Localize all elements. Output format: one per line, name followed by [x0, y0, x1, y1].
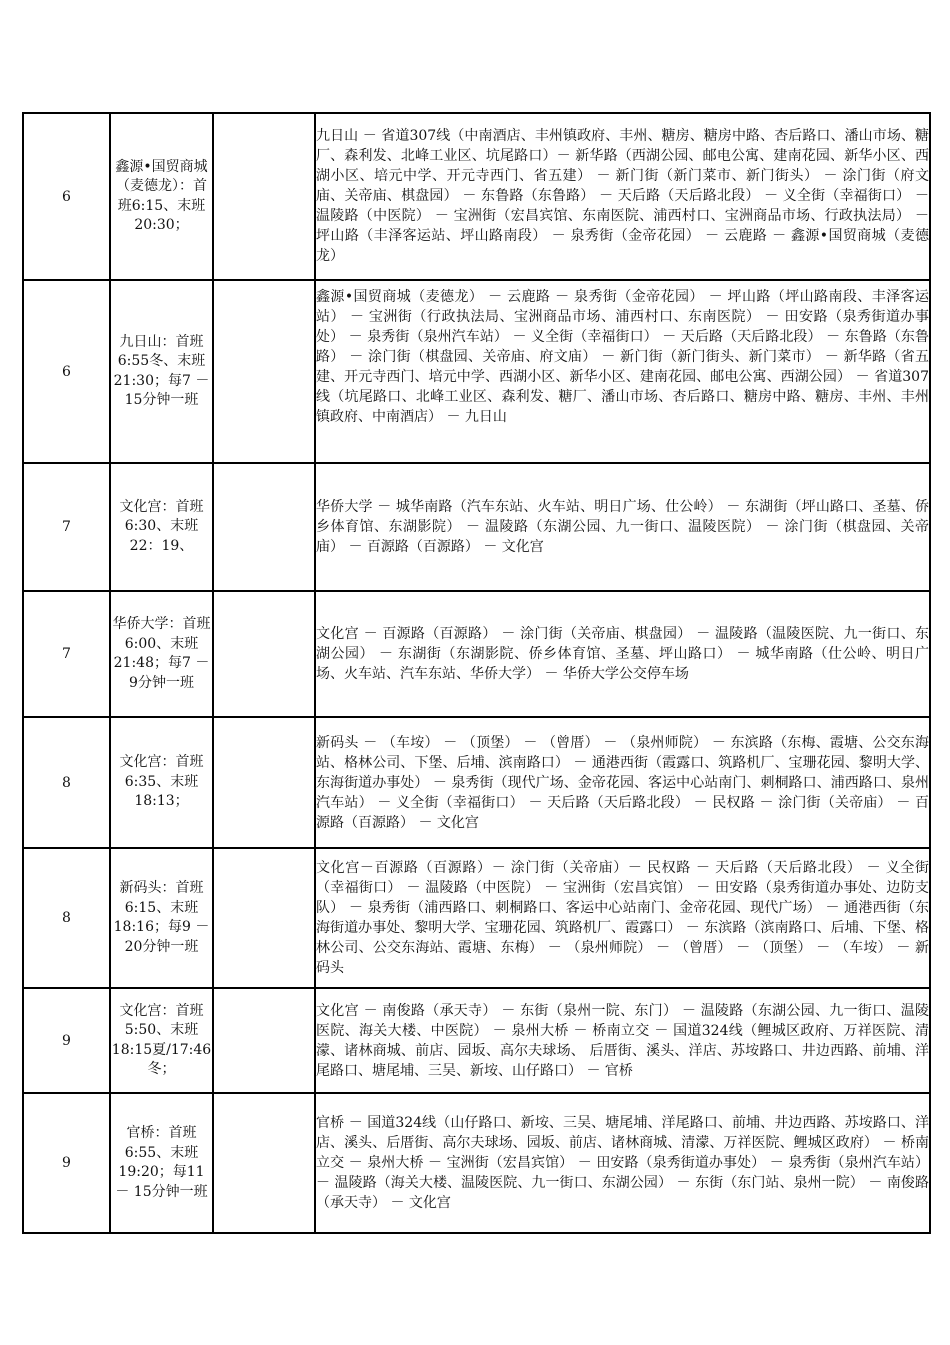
- table-row: [23, 717, 930, 848]
- departure-terminal-cell: 官桥：首班6:55、末班19:20；每11 － 15分钟一班: [110, 1093, 213, 1233]
- departure-terminal-cell: 鑫源•国贸商城（麦德龙）：首班6:15、末班20:30；: [110, 113, 213, 280]
- bus-schedule-table: [22, 112, 931, 1234]
- route-stops-cell: 华侨大学 － 城华南路（汽车东站、火车站、明日广场、仕公岭） － 东湖街（坪山路口、圣墓、侨乡体育馆、东湖影院） － 温陵路（东湖公园、九一街口、温陵医院） － 涂门街（棋盘园、关帝庙） － 百源路（百源路） － 文化宫: [315, 463, 930, 591]
- route-stops-cell: 官桥 － 国道324线（山仔路口、新垵、三吴、塘尾埔、洋尾路口、前埔、井边西路、苏垵路口、洋店、溪头、后厝街、高尔夫球场、园坂、前店、诸林商城、清濛、万祥医院、鲤城区政府） － 桥南立交 － 泉州大桥 － 宝洲街（宏昌宾馆） － 田安路（泉秀街道办事处） － 泉秀街（泉州汽车站） － 温陵路（海关大楼、温陵医院、九一街口、东湖公园） － 东街（东门站、泉州一院） － 南俊路（承天寺） － 文化宫: [315, 1093, 930, 1233]
- departure-terminal-cell: 文化宫：首班5:50、末班18:15夏/17:46冬；: [110, 988, 213, 1093]
- departure-terminal-cell: 文化宫：首班6:35、末班18:13；: [110, 717, 213, 848]
- route-number-cell: 6: [23, 280, 110, 463]
- empty-cell: [213, 1093, 315, 1233]
- route-number-cell: 7: [23, 591, 110, 717]
- table-row: [23, 1093, 930, 1233]
- empty-cell: [213, 463, 315, 591]
- table-row: [23, 113, 930, 280]
- empty-cell: [213, 113, 315, 280]
- route-number-cell: 7: [23, 463, 110, 591]
- empty-cell: [213, 988, 315, 1093]
- departure-terminal-cell: 华侨大学：首班6:00、末班21:48；每7 － 9分钟一班: [110, 591, 213, 717]
- route-number-cell: 9: [23, 1093, 110, 1233]
- table-row: [23, 848, 930, 988]
- departure-terminal-cell: 新码头：首班6:15、末班18:16；每9 － 20分钟一班: [110, 848, 213, 988]
- route-number-cell: 6: [23, 113, 110, 280]
- route-stops-cell: 文化宫 － 南俊路（承天寺） － 东街（泉州一院、东门） － 温陵路（东湖公园、九一街口、温陵医院、海关大楼、中医院） － 泉州大桥 － 桥南立交 － 国道324线（鲤城区政府、万祥医院、清濛、诸林商城、前店、园坂、高尔夫球场、 后厝街、溪头、洋店、苏垵路口、井边西路、前埔、洋尾路口、塘尾埔、三吴、新垵、山仔路口） － 官桥: [315, 988, 930, 1093]
- departure-terminal-cell: 九日山：首班6:55冬、末班21:30；每7 － 15分钟一班: [110, 280, 213, 463]
- route-number-cell: 8: [23, 848, 110, 988]
- route-stops-cell: 文化宫－百源路（百源路）－ 涂门街（关帝庙）－ 民权路 － 天后路（天后路北段） － 义全街（幸福街口） － 温陵路（中医院） － 宝洲街（宏昌宾馆） － 田安路（泉秀街道办事处、边防支队） － 泉秀街（浦西路口、刺桐路口、客运中心站南门、金帝花园、现代广场） － 通港西街（东海街道办事处、黎明大学、宝珊花园、筑路机厂、霞露口） － 东滨路（滨南路口、后埔、下堡、格林公司、公交东海站、霞塘、东梅） － （泉州师院） － （曾厝） － （顶堡） － （车垵） － 新码头: [315, 848, 930, 988]
- route-stops-cell: 新码头 － （车垵） － （顶堡） － （曾厝） － （泉州师院） － 东滨路（东梅、霞塘、公交东海站、格林公司、下堡、后埔、滨南路口） － 通港西街（霞露口、筑路机厂、宝珊花园、黎明大学、东海街道办事处） － 泉秀街（现代广场、金帝花园、客运中心站南门、刺桐路口、浦西路口、泉州汽车站） － 义全街（幸福街口） － 天后路（天后路北段） － 民权路 － 涂门街（关帝庙） － 百源路（百源路） － 文化宫: [315, 717, 930, 848]
- route-number-cell: 8: [23, 717, 110, 848]
- route-stops-cell: 九日山 － 省道307线（中南酒店、丰州镇政府、丰州、糖房、糖房中路、杏后路口、潘山市场、糖厂、森利发、北峰工业区、坑尾路口）－ 新华路（西湖公园、邮电公寓、建南花园、新华小区、西湖小区、培元中学、开元寺西门、省五建） － 新门街（新门菜市、新门街头） － 涂门街（府文庙、关帝庙、棋盘园） － 东鲁路（东鲁路） － 天后路（天后路北段） － 义全街（幸福街口） － 温陵路（中医院） － 宝洲街（宏昌宾馆、东南医院、浦西村口、宝洲商品市场、行政执法局） － 坪山路（丰泽客运站、坪山路南段） － 泉秀街（金帝花园） － 云鹿路 － 鑫源•国贸商城（麦德龙）: [315, 113, 930, 280]
- route-number-cell: 9: [23, 988, 110, 1093]
- empty-cell: [213, 848, 315, 988]
- empty-cell: [213, 591, 315, 717]
- departure-terminal-cell: 文化宫：首班6:30、末班22：19、: [110, 463, 213, 591]
- table-row: [23, 988, 930, 1093]
- route-stops-cell: 文化宫 － 百源路（百源路） － 涂门街（关帝庙、棋盘园） － 温陵路（温陵医院、九一街口、东湖公园） － 东湖街（东湖影院、侨乡体育馆、圣墓、坪山路口） － 城华南路（仕公岭、明日广场、火车站、汽车东站、华侨大学） － 华侨大学公交停车场: [315, 591, 930, 717]
- table-row: [23, 591, 930, 717]
- empty-cell: [213, 717, 315, 848]
- table-row: [23, 280, 930, 463]
- route-stops-cell: 鑫源•国贸商城（麦德龙） － 云鹿路 － 泉秀街（金帝花园） － 坪山路（坪山路南段、丰泽客运站） － 宝洲街（行政执法局、宝洲商品市场、浦西村口、东南医院） － 田安路（泉秀街道办事处） － 泉秀街（泉州汽车站） － 义全街（幸福街口） － 天后路（天后路北段） － 东鲁路（东鲁路） － 涂门街（棋盘园、关帝庙、府文庙） － 新门街（新门街头、新门菜市） － 新华路（省五建、开元寺西门、培元中学、西湖小区、新华小区、建南花园、邮电公寓、西湖公园） － 省道307线（坑尾路口、北峰工业区、森利发、糖厂、潘山市场、杏后路口、糖房中路、糖房、丰州、丰州镇政府、中南酒店） － 九日山: [315, 280, 930, 463]
- empty-cell: [213, 280, 315, 463]
- table-row: [23, 463, 930, 591]
